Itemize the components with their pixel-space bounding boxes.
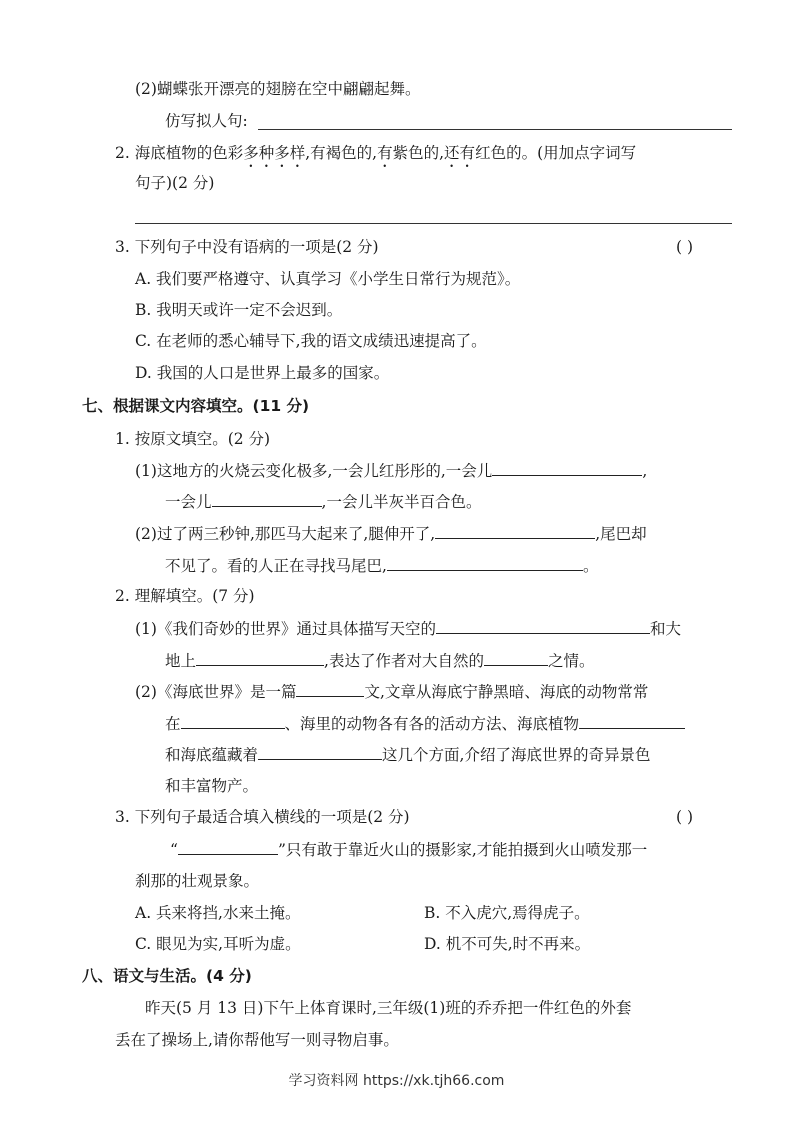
sec7-q3-option-d: D. 机不可失,时不再来。 [424,935,591,953]
sec7-q1-stem: 1. 按原文填空。(2 分) [115,430,271,448]
section-8-title: 八、语文与生活。(4 分) [82,967,252,985]
option-a: A. 我们要严格遵守、认真学习《小学生日常行为规范》。 [135,270,521,288]
sec7-q3-line2: 刹那的壮观景象。 [135,872,260,890]
sec7-q1-item2 [135,522,647,545]
question-text: 。 [582,557,599,575]
question-2-line2: 句子)(2 分) [135,174,215,192]
question-text: 一会儿 [165,493,212,511]
question-text: (1)《我们奇妙的世界》通过具体描写天空的 [135,620,436,638]
sec7-q3-option-b: B. 不入虎穴,焉得虎子。 [424,904,590,922]
fill-blank[interactable] [296,680,364,697]
sec7-q2-item2 [135,680,648,703]
question-item-2: (2)蝴蝶张开漂亮的翅膀在空中翩翩起舞。 [135,80,421,98]
question-3-stem: 3. 下列句子中没有语病的一项是(2 分) [115,238,379,256]
sec7-q3-option-a: A. 兵来将挡,水来土掩。 [135,904,301,922]
sec7-q2-item1-cont [165,649,594,672]
question-text: 紫色的, [392,144,445,162]
question-text: ”只有敢于靠近火山的摄影家,才能拍摄到火山喷发那一 [277,841,648,859]
fill-blank[interactable] [435,522,595,539]
fill-blank[interactable] [178,838,278,855]
question-text: 和大 [649,620,681,638]
answer-paren[interactable]: ( ) [676,808,694,826]
question-text: 地上 [165,652,197,670]
answer-line[interactable] [258,129,732,130]
question-text: 在 [165,715,181,733]
answer-paren[interactable]: ( ) [676,238,694,256]
dotted-word: 还有 [444,144,476,162]
question-text: ,尾巴却 [595,525,647,543]
question-text: 红色的。(用加点字词写 [475,144,637,162]
question-text: (1)这地方的火烧云变化极多,一会儿红彤彤的,一会儿 [135,462,493,480]
question-text: ,表达了作者对大自然的 [324,652,484,670]
question-text: 这几个方面,介绍了海底世界的奇异景色 [382,746,651,764]
sec7-q2-item2-cont2 [165,743,650,766]
sec8-text-line2: 丢在了操场上,请你帮他写一则寻物启事。 [115,1031,399,1049]
question-text: (2)《海底世界》是一篇 [135,683,297,701]
question-text: 不见了。看的人正在寻找马尾巴, [165,557,387,575]
sec7-q2-item1 [135,617,681,640]
fill-blank[interactable] [492,459,642,476]
sec7-q1-item2-cont [165,554,598,577]
sec7-q2-item2-cont3: 和丰富物产。 [165,777,259,795]
sec7-q3-quote [170,838,647,861]
fill-blank[interactable] [436,617,650,634]
option-b: B. 我明天或许一定不会迟到。 [135,301,343,319]
question-text: 2. 海底植物的色彩 [115,144,244,162]
question-2-line1 [115,142,636,171]
quote-mark: “ [170,841,178,859]
question-text: 之情。 [547,652,595,670]
question-text: , [642,462,648,480]
sec7-q3-stem: 3. 下列句子最适合填入横线的一项是(2 分) [115,808,410,826]
sec7-q3-option-c: C. 眼见为实,耳听为虚。 [135,935,301,953]
fill-blank[interactable] [181,712,285,729]
question-text: 、海里的动物各有各的活动方法、海底植物 [284,715,580,733]
fill-blank[interactable] [258,743,382,760]
dotted-word: 多种多样 [243,144,306,162]
sec7-q2-item2-cont1 [165,712,685,735]
option-c: C. 在老师的悉心辅导下,我的语文成绩迅速提高了。 [135,332,487,350]
fill-blank[interactable] [387,554,583,571]
sec8-text-line1: 昨天(5 月 13 日)下午上体育课时,三年级(1)班的乔乔把一件红色的外套 [145,999,632,1017]
section-7-title: 七、根据课文内容填空。(11 分) [82,397,310,415]
fill-blank[interactable] [579,712,685,729]
fill-blank[interactable] [484,649,548,666]
sec7-q1-item1-cont [165,490,481,513]
question-text: (2)过了两三秒钟,那匹马大起来了,腿伸开了, [135,525,436,543]
option-d: D. 我国的人口是世界上最多的国家。 [135,364,390,382]
question-text: ,有褐色的, [305,144,378,162]
fill-blank[interactable] [196,649,324,666]
sec7-q2-stem: 2. 理解填空。(7 分) [115,587,255,605]
question-text: ,一会儿半灰半百合色。 [321,493,482,511]
dotted-word: 有 [377,144,393,162]
footer-watermark: 学习资料网 https://xk.tjh66.com [288,1073,505,1089]
imitate-label: 仿写拟人句: [165,112,248,130]
fill-blank[interactable] [212,490,322,507]
answer-line[interactable] [135,223,732,224]
question-text: 和海底蕴藏着 [165,746,259,764]
sec7-q1-item1 [135,459,647,482]
question-text: 文,文章从海底宁静黑暗、海底的动物常常 [364,683,649,701]
